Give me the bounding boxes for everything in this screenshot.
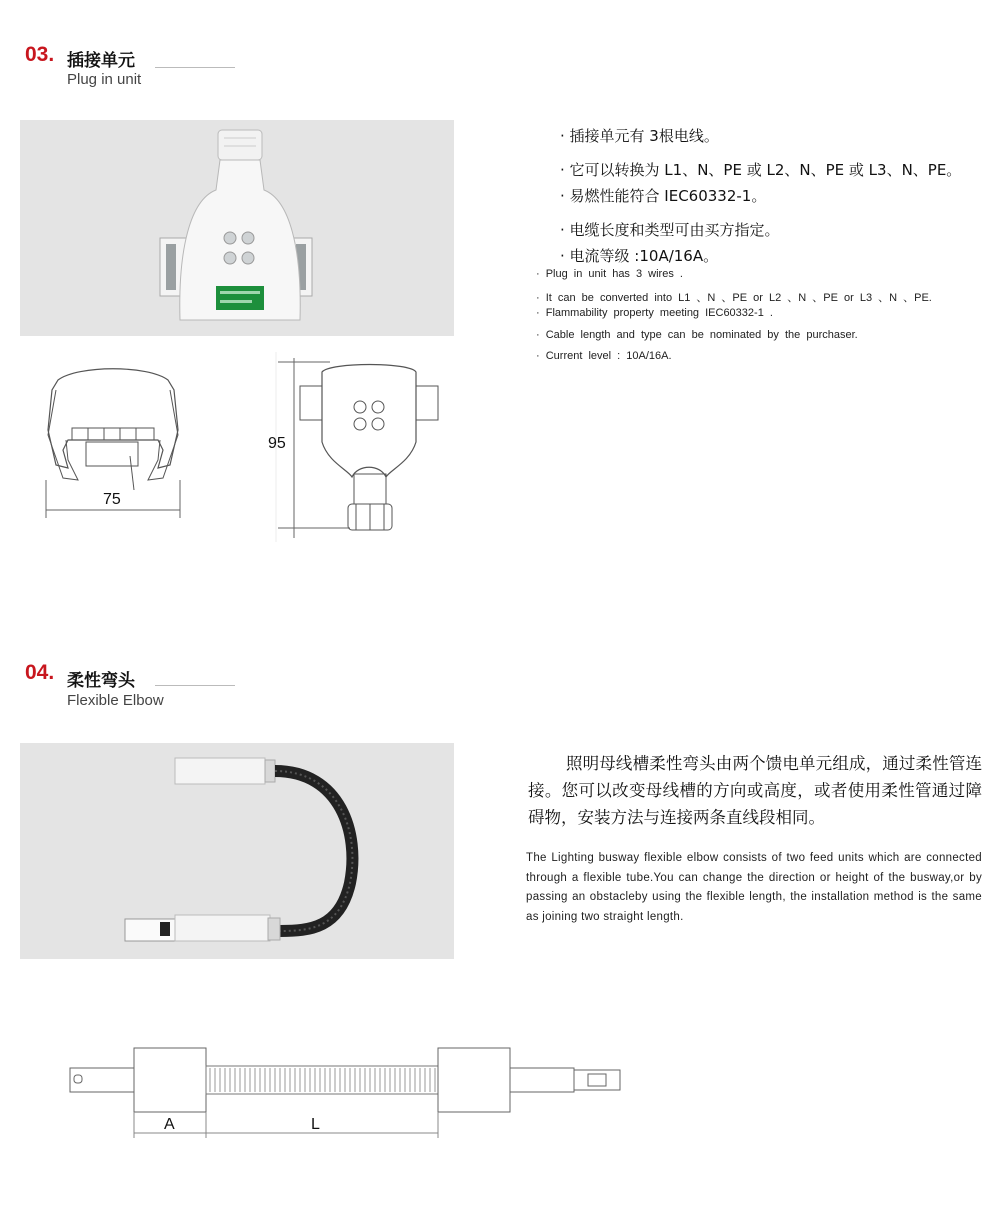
section-3-subtitle: Plug in unit: [67, 71, 142, 88]
plug-in-unit-photo: [20, 120, 454, 336]
flexible-elbow-dimension-drawing: [60, 1040, 630, 1140]
flexible-elbow-description-en: The Lighting busway flexible elbow consists of two feed units which are connected through a flexible tube.You can change the direction or height of the busway,or by passing an obstacleby using the flexible length, the installation method is the same as joining two straight length.: [526, 852, 982, 923]
dimension-height-label: 95: [268, 435, 286, 452]
flexible-elbow-photo: [20, 743, 454, 959]
section-4-subtitle: Flexible Elbow: [67, 692, 164, 709]
dimension-a-label: A: [164, 1116, 175, 1133]
bullet-en-5: · Current level : 10A/16A.: [536, 350, 672, 362]
bullet-en-2: · It can be converted into L1 、N 、PE or L2 、N 、PE or L3 、N 、PE.: [536, 292, 932, 304]
bullet-zh-3: · 易燃性能符合 IEC60332-1。: [560, 187, 767, 205]
flexible-elbow-description-zh: 照明母线槽柔性弯头由两个馈电单元组成，通过柔性管连接。您可以改变母线槽的方向或高度，或者使用柔性管通过障碍物，安装方法与连接两条直线段相同。: [528, 754, 982, 827]
section-3-number: 03.: [25, 43, 55, 66]
section-3-title: 插接单元: [67, 51, 135, 71]
bullet-zh-1: · 插接单元有 3根电线。: [560, 127, 719, 145]
plug-in-unit-side-drawing: [270, 352, 450, 542]
bullet-en-3: · Flammability property meeting IEC60332-1 .: [536, 307, 773, 319]
bullet-zh-5: · 电流等级 :10A/16A。: [560, 247, 719, 265]
section-4-title-rule: [155, 685, 235, 686]
bullet-en-1: · Plug in unit has 3 wires .: [536, 268, 683, 280]
section-4-number: 04.: [25, 661, 55, 684]
dimension-width-label: 75: [103, 491, 121, 508]
bullet-zh-4: · 电缆长度和类型可由买方指定。: [560, 221, 780, 239]
dimension-l-label: L: [311, 1116, 320, 1133]
section-4-title: 柔性弯头: [67, 671, 135, 691]
bullet-en-4: · Cable length and type can be nominated by the purchaser.: [536, 329, 858, 341]
section-3-title-rule: [155, 67, 235, 68]
bullet-zh-2: · 它可以转换为 L1、N、PE 或 L2、N、PE 或 L3、N、PE。: [560, 161, 962, 179]
